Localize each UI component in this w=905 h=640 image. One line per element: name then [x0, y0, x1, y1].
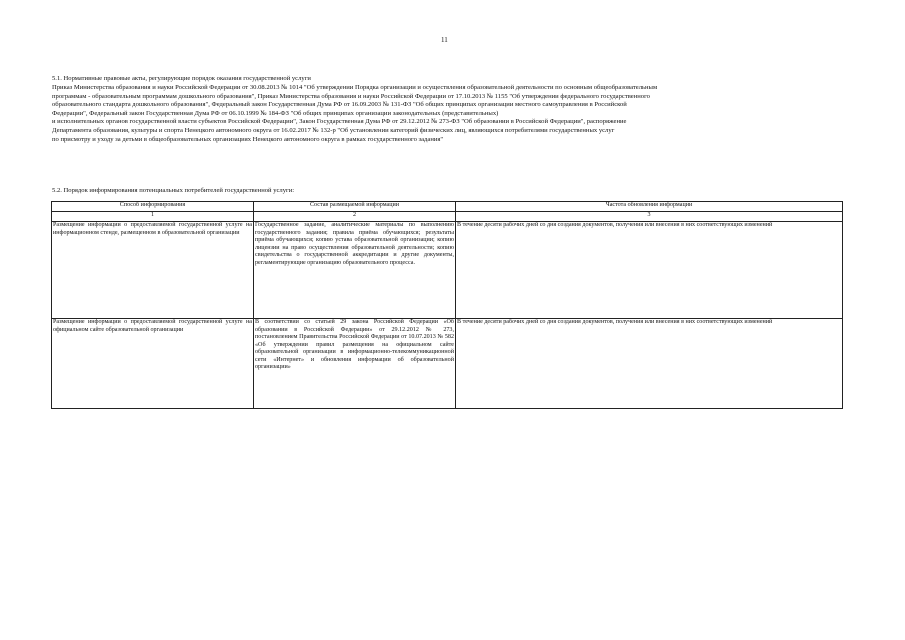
column-header-content: Состав размещаемой информации [254, 202, 456, 212]
legal-acts-line: и исполнительных органов государственной власти субъектов Российской Федерации", Закон Государственная Дума РФ от 29.12.2012 № 273-ФЗ "Об образовании в Российской Федерации", распоряжение [52, 118, 627, 126]
page-number: 11 [441, 36, 448, 44]
frequency-cell: В течение десяти рабочих дней со дня создания документов, получения или внесения в них соответствующих изменений [456, 222, 843, 319]
legal-acts-line: программам - образовательным программам дошкольного образования", Приказ Министерства образования и науки Российской Федерации от 17.10.2013 № 1155 "Об утверждении федерального государственного [52, 92, 650, 100]
content-cell: Государственное задание, аналитические материалы по выполнению государственного задания; правила приёма обучающихся; результаты приёма обучающихся; копию устава образовательной организации; копию лицензии на право осуществления образовательной деятельности; копию свидетельства о государственной аккредитации и другие документы, регламентирующие организацию образовательного процесса. [254, 222, 456, 319]
section-5-1-heading: 5.1. Нормативные правовые акты, регулирующие порядок оказания государственной услуги [52, 75, 311, 82]
column-number: 1 [52, 212, 254, 222]
legal-acts-line: Департамента образования, культуры и спорта Ненецкого автономного округа от 16.02.2017 № 132-р "Об установлении категорий физических лиц, являющихся потребителями государственных услуг [52, 126, 615, 134]
frequency-cell: В течение десяти рабочих дней со дня создания документов, получения или внесения в них соответствующих изменений [456, 319, 843, 409]
method-cell: Размещение информации о предоставляемой государственной услуге на официальном сайте образовательной организации [52, 319, 254, 409]
column-number: 3 [456, 212, 843, 222]
table-row [52, 319, 843, 409]
column-header-frequency: Частота обновления информации [456, 202, 843, 212]
table-header-row [52, 202, 843, 212]
legal-acts-line: по присмотру и уходу за детьми в общеобразовательных организациях Ненецкого автономного округа в рамках государственного задания" [52, 135, 444, 143]
legal-acts-line: образовательного стандарта дошкольного образования", Федеральный закон Государственная Дума РФ от 16.09.2003 № 131-ФЗ "Об общих принципах организации местного самоуправления в Российской [52, 101, 627, 109]
method-cell: Размещение информации о предоставляемой государственной услуге на информационном стенде, размещенном в образовательной организации [52, 222, 254, 319]
legal-acts-line: Федерации", Федеральный закон Государственная Дума РФ от 06.10.1999 № 184-ФЗ "Об общих принципах организации законодательных (представительных) [52, 109, 499, 117]
section-5-1-body [52, 84, 842, 144]
content-cell: В соответствии со статьей 29 закона Российской Федерации «Об образовании в Российской Федерации» от 29.12.2012 № 273, постановлением Правительства Российской Федерации от 10.07.2013 № 582 «Об утверждении правил размещения на официальном сайте образовательной организации в информационно-телекоммуникационной сети «Интернет» и обновления информации об образовательной организации» [254, 319, 456, 409]
column-header-method: Способ информирования [52, 202, 254, 212]
legal-acts-line: Приказ Министерства образования и науки Российской Федерации от 30.08.2013 № 1014 "Об утверждении Порядка организации и осуществления образовательной деятельности по основным общеобразовательным [52, 84, 658, 91]
table-row [52, 222, 843, 319]
section-5-2-heading: 5.2. Порядок информирования потенциальных потребителей государственной услуги: [52, 187, 295, 194]
column-number-row [52, 212, 843, 222]
column-number: 2 [254, 212, 456, 222]
informing-table [51, 201, 843, 409]
